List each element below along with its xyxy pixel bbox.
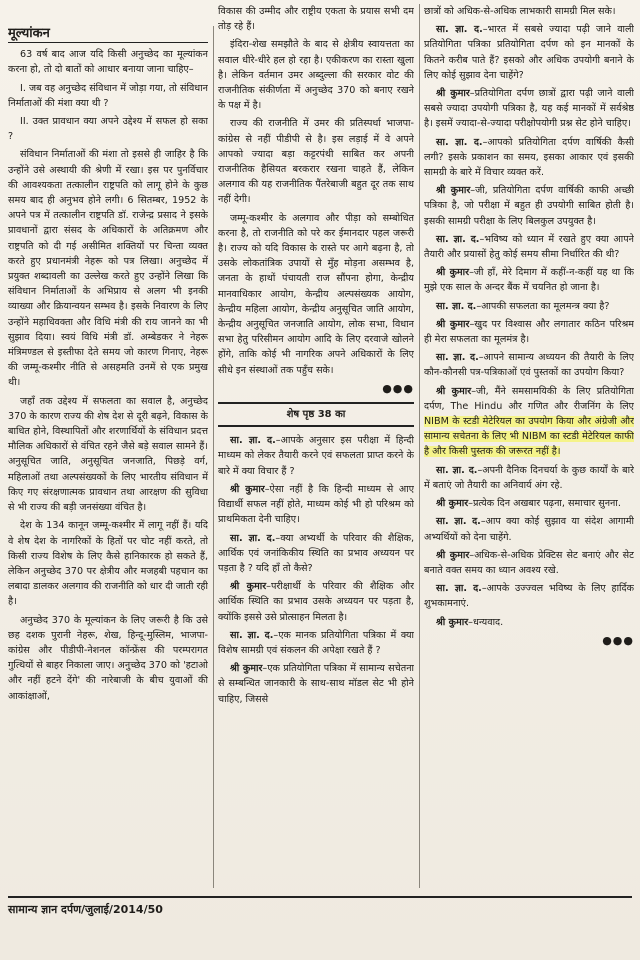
speaker-label: सा. ज्ञा. द. bbox=[436, 464, 478, 476]
question-text: –अपनी दैनिक दिनचर्या के कुछ कार्यों के बारे में बताएं जो तैयारी का अनिवार्य अंग रहे. bbox=[424, 464, 634, 491]
paragraph: विकास की उम्मीद और राष्ट्रीय एकता के प्रयास सभी दम तोड़ रहे हैं। bbox=[218, 6, 414, 33]
interview-question bbox=[424, 581, 634, 611]
interview-question bbox=[424, 299, 634, 314]
answer-text: –परीक्षार्थी के परिवार की शैक्षिक और आर्थिक स्थिति का प्रभाव उसके अध्ययन पर पड़ता है, क्योंकि इससे उसे प्रोत्साहन मिलता है। bbox=[218, 581, 414, 623]
question-text: –एक मानक प्रतियोगिता पत्रिका में क्या विशेष सामग्री एवं संकलन की अपेक्षा रखते हैं ? bbox=[218, 629, 414, 656]
interview-question bbox=[424, 135, 634, 181]
continuation-banner: शेष पृष्ठ 38 का bbox=[218, 402, 414, 427]
speaker-label: सा. ज्ञा. द. bbox=[436, 24, 483, 36]
answer-text: –अधिक-से-अधिक प्रेक्टिस सेट बनाएं और सेट बनाते वक्त समय का ध्यान अवश्य रखे. bbox=[424, 549, 634, 576]
question-text: –आप क्या कोई सुझाव या संदेश आगामी अभ्यर्थियों को देना चाहेंगे. bbox=[424, 516, 634, 543]
answer-text: –एक प्रतियोगिता पत्रिका में सामान्य सचेतना से सम्बन्धित जानकारी के साथ-साथ मॉडल सेट भी होने चाहिए, जिससे bbox=[218, 663, 414, 705]
page-footer: सामान्य ज्ञान दर्पण/जुलाई/2014/50 bbox=[8, 896, 632, 917]
interview-answer bbox=[218, 661, 414, 707]
end-mark: ●●● bbox=[382, 381, 414, 395]
column-divider bbox=[213, 26, 214, 888]
interview-question bbox=[424, 514, 634, 544]
paragraph: 63 वर्ष बाद आज यदि किसी अनुच्छेद का मूल्यांकन करना हो, तो दो बातों को आधार बनाया जाना चाहिए– bbox=[8, 49, 208, 76]
question-text: –आपने सामान्य अध्ययन की तैयारी के लिए कौन-कौनसी पत्र-पत्रिकाओं एवं पुस्तकों का उपयोग किया? bbox=[424, 352, 634, 379]
question-text: –क्या अभ्यर्थी के परिवार की शैक्षिक, आर्थिक एवं जनांकिकीय स्थिति का प्रभाव अध्ययन पर पड़ता है ? यदि हाँ तो कैसे? bbox=[218, 532, 414, 574]
paragraph: इंदिरा-शेख समझौते के बाद से क्षेत्रीय स्वायत्तता का सवाल धीरे-धीरे हल हो रहा है। एकीकरण का रास्ता खुला है। लेकिन वर्तमान उमर अब्दुल्ला की सरकार वोट की राजनीतिक संकीर्णता में अनुच्छेद 370 को बनाए रखने के पक्ष में है। bbox=[218, 39, 414, 112]
column-right bbox=[424, 4, 634, 884]
interview-answer bbox=[424, 86, 634, 132]
answer-text: –प्रतियोगिता दर्पण छात्रों द्वारा पढ़ी जाने वाली सबसे ज्यादा उपयोगी पत्रिका है, यह कई मानकों में सर्वश्रेष्ठ है। इसमें ज्यादा-से-ज्यादा परीक्षोपयोगी प्रश्न सेट होने चाहिए। bbox=[424, 88, 634, 130]
interview-question bbox=[218, 433, 414, 479]
answer-text: –प्रत्येक दिन अखबार पढ़ना, समाचार सुनना. bbox=[468, 498, 621, 510]
speaker-label: सा. ज्ञा. द. bbox=[436, 516, 481, 528]
speaker-label: श्री कुमार bbox=[436, 267, 470, 279]
answer-text: –खुद पर विश्वास और लगातार कठिन परिश्रम ही मेरा सफलता का मूलमंत्र है। bbox=[424, 318, 634, 346]
answer-text: –धन्यवाद. bbox=[468, 616, 504, 628]
speaker-label: सा. ज्ञा. द. bbox=[436, 300, 477, 312]
highlighted-text: NIBM के स्टडी मेटेरियल का उपयोग किया और अंग्रेजी और सामान्य सचेतना के लिए भी NIBM का स्टडी मेटेरियल काफी है और किसी पुस्तक की जरूरत नहीं है। bbox=[424, 416, 634, 458]
speaker-label: श्री कुमार bbox=[436, 498, 469, 510]
section-heading: मूल्यांकन bbox=[8, 26, 208, 43]
interview-question bbox=[424, 232, 634, 262]
interview-answer bbox=[424, 548, 634, 578]
speaker-label: सा. ज्ञा. द. bbox=[436, 583, 482, 595]
end-mark: ●●● bbox=[602, 633, 634, 647]
paragraph: जहाँ तक उद्देश्य में सफलता का सवाल है, अनुच्छेद 370 के कारण राज्य की शेष देश से दूरी बढ़ने, विकास के बाधित होने, विस्थापितों और शरणार्थियों के संविधान प्रदत्त मौलिक अधिकारों से वंचित रहने जैसे बड़े सवाल सामने हैं। अनुसूचित जाति, अनुसूचित जनजाति, पिछड़े वर्ग, महिलाओं तथा अल्पसंख्यकों के लिए भारतीय संविधान में किए गए संरक्षणात्मक प्रावधान तथा आरक्षण की सुविधा से भी राज्य की बड़ी जनसंख्या वंचित है। bbox=[8, 395, 208, 514]
speaker-label: सा. ज्ञा. द. bbox=[230, 532, 276, 544]
paragraph: जम्मू-कश्मीर के अलगाव और पीड़ा को सम्बोधित करना है, तो राजनीति को परे कर ईमानदार पहल जरूरी है। राज्य को यदि विकास के रास्ते पर आगे बढ़ना है, तो उसके लोकतांत्रिक उपायों से मुँह मोड़ना असम्भव है, जनता के हाथों पंचायती राज सौंपना होगा, केन्द्रीय मानवाधिकार आयोग, केन्द्रीय अल्पसंख्यक आयोग, केन्द्रीय महिला आयोग, केन्द्रीय अनुसूचित जाति आयोग, केन्द्रीय अनुसूचित जनजाति आयोग, लोक सभा, विधान सभा हेतु परिसीमन आयोग आदि के लिए दरवाजे खोलने होंगे, ताकि कोई भी नागरिक अपने अधिकारों के लिए सीधे इन संस्थाओं तक पहुँच सके। bbox=[218, 212, 414, 376]
question-text: –आपके अनुसार इस परीक्षा में हिन्दी माध्यम को लेकर तैयारी करने एवं सफलता प्राप्त करने के बारे में क्या विचार हैं ? bbox=[218, 435, 414, 477]
interview-question bbox=[424, 463, 634, 493]
paragraph: राज्य की राजनीति में उमर की प्रतिस्पर्धा भाजपा-कांग्रेस से नहीं पीडीपी से है। इस लड़ाई में वे अपने आपको ज्यादा बड़ा कट्टरपंथी साबित कर अपनी राजनीतिक हैसियत बरकरार रखना चाहते हैं, लेकिन अलगाव की यह राजनीतिक पैंतरेबाजी बहुत दूर तक साथ नहीं देगी। bbox=[218, 118, 414, 206]
speaker-label: सा. ज्ञा. द. bbox=[436, 233, 480, 245]
column-left bbox=[8, 26, 208, 906]
paragraph: संविधान निर्माताओं की मंशा तो इससे ही जाहिर है कि उन्होंने उसे अस्थायी की श्रेणी में रखा। इस पर पुनर्विचार की आवश्यकता तत्कालीन राष्ट्रपति को लागू होने के कुछ समय बाद ही अनुभव होने लगी। 6 सितम्बर, 1952 के अपने पत्र में तत्कालीन राष्ट्रपति डॉ. राजेन्द्र प्रसाद ने इसके प्रावधानों द्वारा संसद के अधिकारों के अतिक्रमण और राष्ट्रपति को दी गई असीमित शक्तियों पर चिन्ता व्यक्त करते हुए प्रधानमंत्री नेहरू को पत्र लिखा। अनुच्छेद में प्रयुक्त शब्दावली का उल्लेख करते हुए उन्होंने लिखा कि संविधान निर्माताओं के अभिप्राय से अलग भी इनकी व्याख्या और क्रियान्वयन सम्भव है। इसके निवारण के लिए उन्होंने महाधिवक्ता और विधि मंत्री की राय जानने का भी सुझाव दिया। स्वयं विधि मंत्री डॉ. अम्बेडकर ने नेहरू मंत्रिमण्डल से इस्तीफा देते समय जो कारण गिनाए, नेहरू की जम्मू-कश्मीर नीति से असहमति उनमें से एक प्रमुख थी। bbox=[8, 149, 208, 389]
paragraph: छात्रों को अधिक-से-अधिक लाभकारी सामग्री मिल सके। bbox=[424, 6, 616, 17]
paragraph: I. जब वह अनुच्छेद संविधान में जोड़ा गया, तो संविधान निर्माताओं की मंशा क्या थी ? bbox=[8, 82, 208, 109]
interview-answer bbox=[424, 317, 634, 347]
interview-answer bbox=[424, 265, 634, 295]
interview-question bbox=[218, 628, 414, 658]
speaker-label: श्री कुमार bbox=[230, 663, 263, 675]
answer-text: –जी हाँ, मेरे दिमाग में कहीं-न-कहीं यह था कि मुझे एक साल के अन्दर बैंक में चयनित हो जाना है। bbox=[424, 267, 634, 294]
paragraph: अनुच्छेद 370 के मूल्यांकन के लिए जरूरी है कि उसे छह दशक पुरानी नेहरू, शेख, हिन्दू-मुस्लिम, भाजपा-कांग्रेस और पीडीपी-नेशनल कॉन्फ्रेंस की परम्परागत गुत्थियों से बाहर निकाला जाए। अनुच्छेद 370 को 'हटाओ और नहीं हटने देंगे' की नारेबाजी के बीच युवाओं की आकांक्षाओं, bbox=[8, 614, 208, 702]
interview-answer bbox=[218, 579, 414, 625]
speaker-label: श्री कुमार bbox=[436, 185, 471, 197]
interview-question bbox=[424, 350, 634, 380]
question-text: –भारत में सबसे ज्यादा पढ़ी जाने वाली प्रतियोगिता पत्रिका प्रतियोगिता दर्पण को इन मानकों के कितने करीब पाते हैं? इसको और अधिक उपयोगी बनाने के लिए कोई सुझाव देना चाहेंगे? bbox=[424, 24, 634, 81]
speaker-label: श्री कुमार bbox=[436, 549, 470, 561]
question-text: –भविष्य को ध्यान में रखते हुए क्या आपने तैयारी और प्रयासों हेतु कोई समय सीमा निर्धारित की थी? bbox=[424, 233, 634, 261]
speaker-label: सा. ज्ञा. द. bbox=[230, 629, 274, 641]
question-text: –आपकी सफलता का मूलमन्त्र क्या है? bbox=[476, 300, 610, 312]
interview-answer bbox=[424, 183, 634, 229]
question-text: –आपके उज्ज्वल भविष्य के लिए हार्दिक शुभकामनाएं. bbox=[424, 583, 634, 610]
paragraph: देश के 134 कानून जम्मू-कश्मीर में लागू नहीं हैं। यदि वे शेष देश के नागरिकों के हितों पर चोट नहीं करते, तो किसी राज्य विशेष के लिए कैसे हानिकारक हो सकते हैं, लेकिन अनुच्छेद 370 पर क्षेत्रीय और मजहबी पहचान का लबादा डालकर अलगाव की राजनीति को धार दी जाती रही है। bbox=[8, 520, 208, 608]
speaker-label: श्री कुमार bbox=[436, 616, 469, 628]
interview-question bbox=[424, 22, 634, 83]
column-middle bbox=[218, 4, 414, 884]
interview-question bbox=[218, 531, 414, 577]
interview-answer bbox=[424, 496, 634, 511]
paragraph: II. उक्त प्रावधान क्या अपने उद्देश्य में सफल हो सका ? bbox=[8, 116, 208, 143]
speaker-label: श्री कुमार bbox=[230, 581, 267, 593]
speaker-label: श्री कुमार bbox=[436, 88, 470, 100]
speaker-label: सा. ज्ञा. द. bbox=[436, 352, 479, 364]
answer-text: –ऐसा नहीं है कि हिन्दी माध्यम से आए विद्यार्थी सफल नहीं होते, माध्यम कोई भी हो परिश्रम को प्राथमिकता देनी चाहिए। bbox=[218, 483, 414, 526]
interview-answer bbox=[424, 384, 634, 460]
answer-text: –जी, प्रतियोगिता दर्पण वार्षिकी काफी अच्छी पत्रिका है, जो परीक्षा में बहुत ही उपयोगी साबित होती है। इसकी सामग्री परीक्षा के लिए बिलकुल उपयुक्त है। bbox=[424, 185, 634, 227]
question-text: –आपको प्रतियोगिता दर्पण वार्षिकी कैसी लगी? इसके प्रकाशन का समय, इसका आकार एवं इसकी सामग्री के बारे में विचार व्यक्त करें. bbox=[424, 136, 634, 179]
column-divider bbox=[419, 4, 420, 888]
answer-text: –जी, मैंने समसामयिकी के लिए प्रतियोगिता दर्पण, The Hindu और गणित और रीजनिंग के लिए bbox=[424, 385, 634, 412]
interview-answer bbox=[218, 482, 414, 528]
speaker-label: श्री कुमार bbox=[230, 483, 265, 495]
speaker-label: सा. ज्ञा. द. bbox=[436, 136, 483, 148]
speaker-label: श्री कुमार bbox=[436, 318, 470, 330]
interview-answer bbox=[424, 615, 634, 630]
speaker-label: सा. ज्ञा. द. bbox=[230, 435, 276, 447]
speaker-label: श्री कुमार bbox=[436, 385, 472, 397]
